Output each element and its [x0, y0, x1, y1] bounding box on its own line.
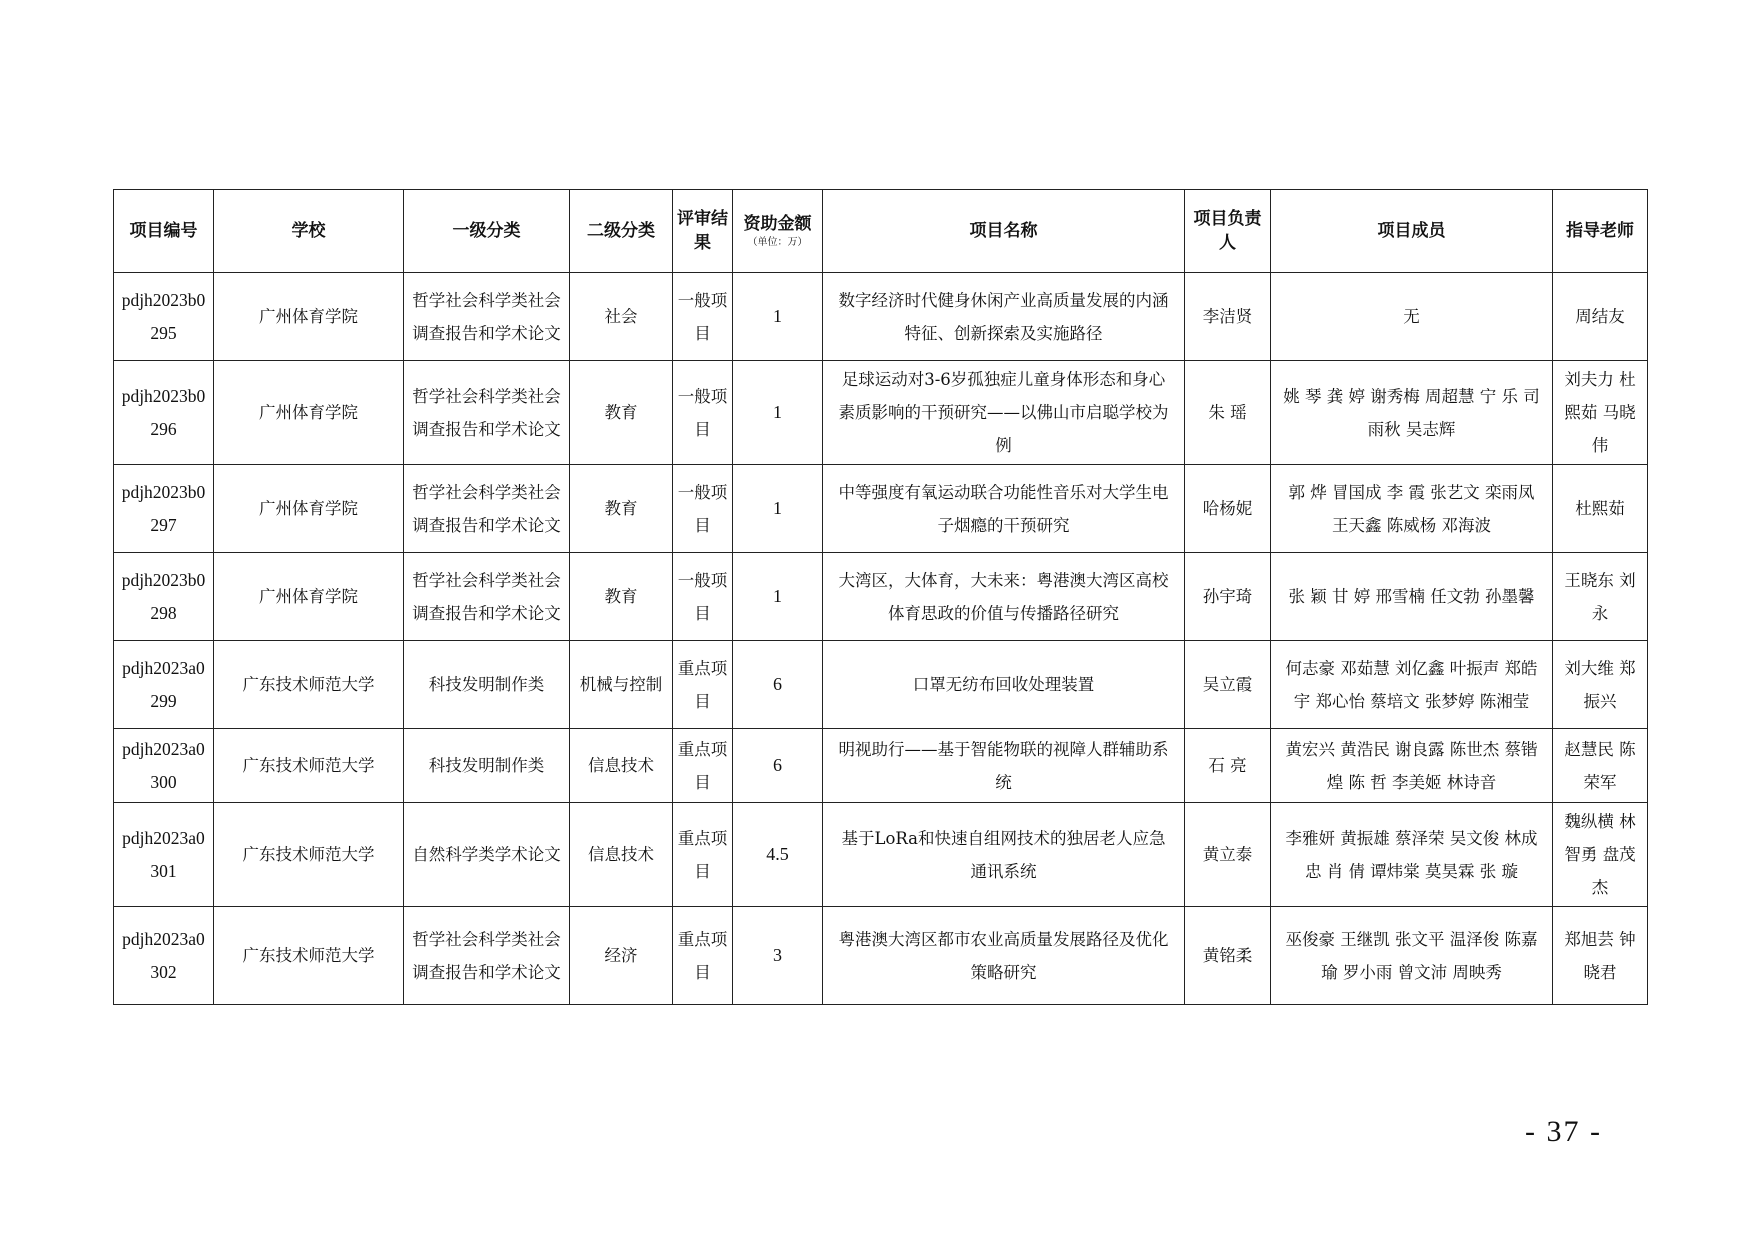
cell-school: 广东技术师范大学	[214, 803, 404, 907]
header-result: 评审结果	[673, 190, 733, 273]
cell-result: 一般项目	[673, 553, 733, 641]
cell-category1: 科技发明制作类	[404, 729, 570, 803]
cell-school: 广州体育学院	[214, 553, 404, 641]
cell-category2: 社会	[570, 273, 673, 361]
cell-leader: 哈杨妮	[1185, 465, 1271, 553]
cell-amount: 3	[733, 907, 823, 1005]
cell-category2: 机械与控制	[570, 641, 673, 729]
cell-project-name: 粤港澳大湾区都市农业高质量发展路径及优化策略研究	[823, 907, 1185, 1005]
cell-result: 一般项目	[673, 465, 733, 553]
cell-category2: 教育	[570, 465, 673, 553]
cell-project-name: 口罩无纺布回收处理装置	[823, 641, 1185, 729]
cell-school: 广州体育学院	[214, 465, 404, 553]
cell-members: 黄宏兴 黄浩民 谢良露 陈世杰 蔡锴煌 陈 哲 李美姬 林诗音	[1271, 729, 1553, 803]
cell-amount: 4.5	[733, 803, 823, 907]
cell-project-name: 明视助行——基于智能物联的视障人群辅助系统	[823, 729, 1185, 803]
cell-result: 重点项目	[673, 641, 733, 729]
page-number: - 37 -	[1525, 1115, 1602, 1148]
cell-members: 张 颖 甘 婷 邢雪楠 任文勃 孙墨馨	[1271, 553, 1553, 641]
cell-category1: 科技发明制作类	[404, 641, 570, 729]
cell-school: 广州体育学院	[214, 361, 404, 465]
cell-project-name: 足球运动对3-6岁孤独症儿童身体形态和身心素质影响的干预研究——以佛山市启聪学校为例	[823, 361, 1185, 465]
cell-amount: 1	[733, 553, 823, 641]
cell-code: pdjh2023b0295	[114, 273, 214, 361]
cell-code: pdjh2023a0301	[114, 803, 214, 907]
header-amount	[733, 190, 823, 273]
cell-advisor: 魏纵横 林智勇 盘茂杰	[1553, 803, 1648, 907]
cell-category1: 自然科学类学术论文	[404, 803, 570, 907]
cell-category1: 哲学社会科学类社会调查报告和学术论文	[404, 273, 570, 361]
cell-project-name: 中等强度有氧运动联合功能性音乐对大学生电子烟瘾的干预研究	[823, 465, 1185, 553]
cell-leader: 石 亮	[1185, 729, 1271, 803]
cell-advisor: 赵慧民 陈荣军	[1553, 729, 1648, 803]
cell-members: 何志豪 邓茹慧 刘亿鑫 叶振声 郑皓宇 郑心怡 蔡培文 张梦婷 陈湘莹	[1271, 641, 1553, 729]
header-members: 项目成员	[1271, 190, 1553, 273]
header-code: 项目编号	[114, 190, 214, 273]
cell-amount: 1	[733, 273, 823, 361]
cell-project-name: 基于LoRa和快速自组网技术的独居老人应急通讯系统	[823, 803, 1185, 907]
table-row	[114, 273, 1648, 361]
table-row	[114, 907, 1648, 1005]
cell-code: pdjh2023b0298	[114, 553, 214, 641]
header-school: 学校	[214, 190, 404, 273]
table-row	[114, 729, 1648, 803]
table-row	[114, 641, 1648, 729]
cell-advisor: 周结友	[1553, 273, 1648, 361]
cell-code: pdjh2023b0297	[114, 465, 214, 553]
cell-leader: 黄立泰	[1185, 803, 1271, 907]
cell-result: 重点项目	[673, 729, 733, 803]
header-advisor: 指导老师	[1553, 190, 1648, 273]
cell-category2: 信息技术	[570, 803, 673, 907]
cell-amount: 1	[733, 465, 823, 553]
cell-result: 重点项目	[673, 907, 733, 1005]
cell-project-name: 大湾区，大体育，大未来：粤港澳大湾区高校体育思政的价值与传播路径研究	[823, 553, 1185, 641]
cell-result: 重点项目	[673, 803, 733, 907]
cell-category2: 信息技术	[570, 729, 673, 803]
cell-category1: 哲学社会科学类社会调查报告和学术论文	[404, 553, 570, 641]
table-row	[114, 553, 1648, 641]
header-category1: 一级分类	[404, 190, 570, 273]
cell-advisor: 刘夫力 杜熙茹 马晓伟	[1553, 361, 1648, 465]
cell-members: 巫俊豪 王继凯 张文平 温泽俊 陈嘉瑜 罗小雨 曾文沛 周映秀	[1271, 907, 1553, 1005]
cell-advisor: 杜熙茹	[1553, 465, 1648, 553]
cell-advisor: 王晓东 刘 永	[1553, 553, 1648, 641]
cell-amount: 6	[733, 729, 823, 803]
cell-amount: 1	[733, 361, 823, 465]
cell-school: 广州体育学院	[214, 273, 404, 361]
cell-category2: 教育	[570, 553, 673, 641]
cell-leader: 李洁贤	[1185, 273, 1271, 361]
cell-category2: 教育	[570, 361, 673, 465]
cell-category1: 哲学社会科学类社会调查报告和学术论文	[404, 907, 570, 1005]
cell-school: 广东技术师范大学	[214, 729, 404, 803]
cell-leader: 朱 瑶	[1185, 361, 1271, 465]
header-name: 项目名称	[823, 190, 1185, 273]
header-amount-unit: （单位：万）	[747, 237, 808, 248]
cell-members: 郭 烨 冒国成 李 霞 张艺文 栾雨凤 王天鑫 陈威杨 邓海波	[1271, 465, 1553, 553]
cell-amount: 6	[733, 641, 823, 729]
cell-result: 一般项目	[673, 361, 733, 465]
table-header-row	[114, 190, 1648, 273]
cell-category1: 哲学社会科学类社会调查报告和学术论文	[404, 361, 570, 465]
cell-members: 李雅妍 黄振雄 蔡泽荣 吴文俊 林成忠 肖 倩 谭炜棠 莫昊霖 张 璇	[1271, 803, 1553, 907]
table-row	[114, 465, 1648, 553]
cell-advisor: 郑旭芸 钟晓君	[1553, 907, 1648, 1005]
cell-code: pdjh2023a0299	[114, 641, 214, 729]
cell-project-name: 数字经济时代健身休闲产业高质量发展的内涵特征、创新探索及实施路径	[823, 273, 1185, 361]
project-table	[113, 189, 1648, 1005]
cell-code: pdjh2023b0296	[114, 361, 214, 465]
cell-leader: 孙宇琦	[1185, 553, 1271, 641]
cell-members: 无	[1271, 273, 1553, 361]
cell-category2: 经济	[570, 907, 673, 1005]
header-category2: 二级分类	[570, 190, 673, 273]
cell-school: 广东技术师范大学	[214, 641, 404, 729]
table-row	[114, 361, 1648, 465]
header-leader: 项目负责人	[1185, 190, 1271, 273]
cell-advisor: 刘大维 郑振兴	[1553, 641, 1648, 729]
cell-code: pdjh2023a0300	[114, 729, 214, 803]
cell-result: 一般项目	[673, 273, 733, 361]
header-amount-label: 资助金额	[743, 214, 812, 234]
cell-leader: 黄铭柔	[1185, 907, 1271, 1005]
cell-category1: 哲学社会科学类社会调查报告和学术论文	[404, 465, 570, 553]
table-row	[114, 803, 1648, 907]
cell-school: 广东技术师范大学	[214, 907, 404, 1005]
cell-leader: 吴立霞	[1185, 641, 1271, 729]
cell-code: pdjh2023a0302	[114, 907, 214, 1005]
cell-members: 姚 琴 龚 婷 谢秀梅 周超慧 宁 乐 司雨秋 吴志辉	[1271, 361, 1553, 465]
